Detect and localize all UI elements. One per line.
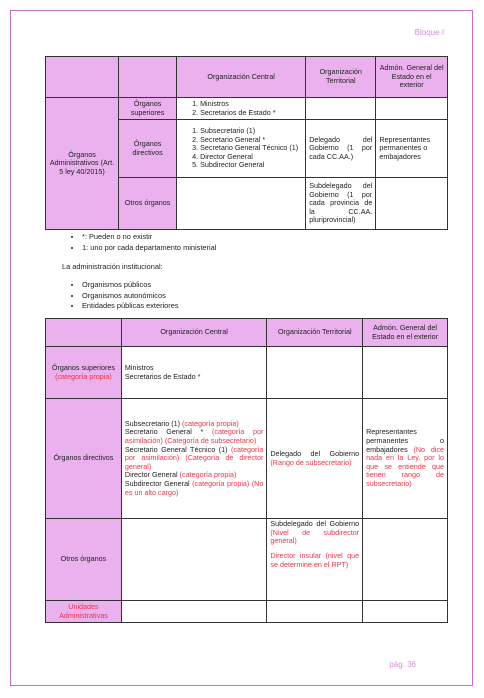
- exterior-superiores: [376, 98, 448, 120]
- note: (Rango de subsecretario): [270, 457, 352, 467]
- label-directivos: Órganos directivos: [119, 120, 177, 178]
- label-note: (categoría propia): [55, 371, 112, 381]
- institutional-list: [82, 280, 179, 312]
- territorial-otros: [267, 519, 363, 601]
- note-item: • 1: uno por cada departamento ministerial: [82, 243, 216, 252]
- note: (categoría propia): [179, 470, 237, 480]
- header-central: Organización Central: [121, 319, 266, 347]
- empty-corner: [46, 57, 119, 98]
- line: Director General: [124, 470, 180, 480]
- note: (categoría propia): [182, 418, 239, 428]
- line: Ministros: [124, 362, 154, 372]
- empty-cell: [363, 601, 448, 623]
- territorial-directivos: [267, 399, 363, 519]
- label-otros: Otros órganos: [119, 178, 177, 230]
- line: Secretarios de Estado *: [124, 371, 201, 381]
- territorial-directivos: Delegado del Gobierno (1 por cada CC.AA.): [306, 120, 376, 178]
- note: (No dice nada en la Ley, por lo que se entiende que tienen rango de subsecretario): [366, 444, 444, 489]
- header-territorial: Organización Territorial: [306, 57, 376, 98]
- line: Secretario General *: [124, 427, 212, 437]
- line: Subsecretario (1): [124, 418, 182, 428]
- exterior-directivos: Representantes permanentes o embajadores: [376, 120, 448, 178]
- institutional-intro: La administración institucional:: [62, 262, 163, 271]
- label-directivos: Órganos directivos: [46, 399, 122, 519]
- list-item: 5. Subdirector General: [200, 161, 302, 170]
- header-central: Organización Central: [177, 57, 306, 98]
- list-item: 4. Director General: [200, 153, 302, 162]
- list-item: 1. Subsecretario (1): [200, 127, 302, 136]
- exterior-superiores: [363, 347, 448, 399]
- list-item: • Organismos públicos: [82, 280, 179, 289]
- central-superiores: [177, 98, 306, 120]
- organs-category-table: [45, 318, 448, 623]
- territorial-superiores: [306, 98, 376, 120]
- line: Representantes permanentes o embajadores: [366, 427, 444, 454]
- central-otros: [121, 519, 266, 601]
- list-item: 3. Secretario General Técnico (1): [200, 144, 302, 153]
- label-superiores: Órganos superiores: [119, 98, 177, 120]
- list-item: • Organismos autonómicos: [82, 291, 179, 300]
- exterior-directivos: [363, 399, 448, 519]
- label-otros: Otros órganos: [46, 519, 122, 601]
- exterior-otros: [376, 178, 448, 230]
- central-superiores: [121, 347, 266, 399]
- page-number: pág. 36: [389, 660, 416, 669]
- note: (categoría propia) (No es un alto cargo): [124, 479, 264, 497]
- list-item: 2. Secretario General *: [200, 136, 302, 145]
- note: (categoría por asimilación) (Categoría de director general): [124, 444, 264, 471]
- header-exterior: Admón. General del Estado en el exterior: [363, 319, 448, 347]
- list-item: 2. Secretarios de Estado *: [200, 109, 302, 118]
- note: Director insular (nivel que se determine en el RPT): [270, 550, 360, 569]
- line: Subdirector General: [124, 479, 193, 489]
- note: (Nivel de subdirector general): [270, 527, 360, 546]
- central-otros: [177, 178, 306, 230]
- list-item: • Entidades públicas exteriores: [82, 301, 179, 310]
- empty-corner: [46, 319, 122, 347]
- label-unidades: Unidades Administrativas: [46, 601, 122, 623]
- label-superiores: [46, 347, 122, 399]
- empty-corner: [119, 57, 177, 98]
- empty-cell: [267, 601, 363, 623]
- line: Delegado del Gobierno: [270, 448, 360, 458]
- header-tag: Bloque I: [414, 28, 444, 37]
- list-item: 1. Ministros: [200, 100, 302, 109]
- territorial-otros: Subdelegado del Gobierno (1 por cada provincia de la CC.AA. pluriprovincial): [306, 178, 376, 230]
- notes-list: [82, 232, 216, 253]
- central-directivos: [121, 399, 266, 519]
- line: Subdelegado del Gobierno: [270, 519, 360, 528]
- line: Secretario General Técnico (1): [124, 444, 231, 454]
- header-territorial: Organización Territorial: [267, 319, 363, 347]
- exterior-otros: [363, 519, 448, 601]
- label-text: Órganos superiores: [51, 362, 115, 372]
- territorial-superiores: [267, 347, 363, 399]
- note-item: • *: Pueden o no existir: [82, 232, 216, 241]
- note: (categoría por asimilación) (Categoría de subsecretario): [124, 427, 264, 445]
- header-exterior: Admón. General del Estado en el exterior: [376, 57, 448, 98]
- admin-organs-table: [45, 56, 448, 230]
- empty-cell: [121, 601, 266, 623]
- central-directivos: [177, 120, 306, 178]
- row-group-label: Órganos Administrativos (Art. 5 ley 40/2015): [46, 98, 119, 230]
